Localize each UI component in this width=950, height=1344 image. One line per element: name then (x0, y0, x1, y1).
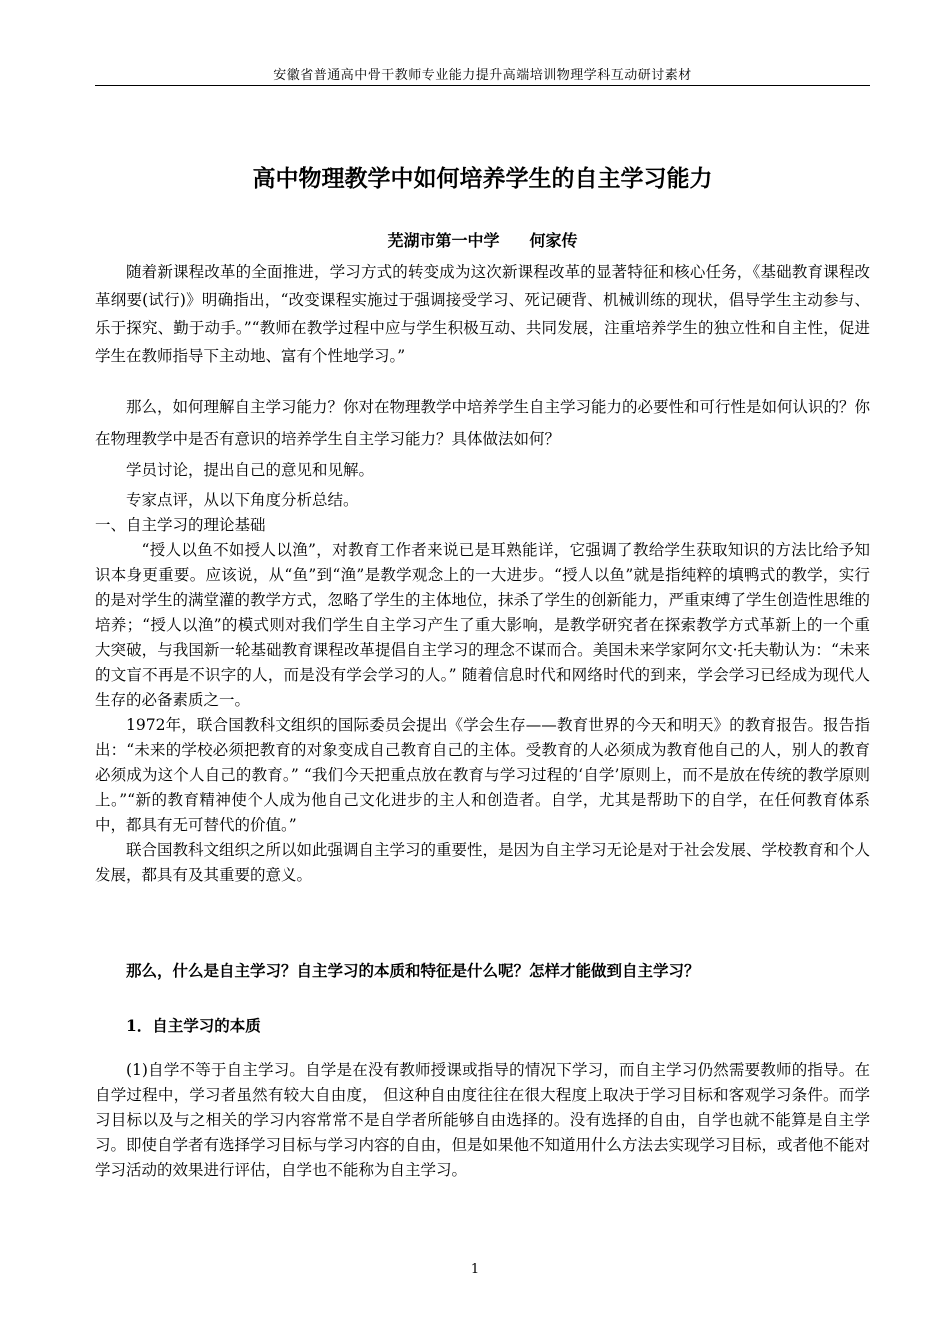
running-header: 安徽省普通高中骨干教师专业能力提升高端培训物理学科互动研讨素材 (273, 68, 692, 83)
page-title: 高中物理教学中如何培养学生的自主学习能力 (252, 165, 713, 192)
intro-block (95, 258, 870, 370)
paragraph-fish: “授人以鱼不如授人以渔”，对教育工作者来说已是耳熟能详，它强调了教给学生获取知识的方法比给予知识本身更重要。应该说，从“鱼”到“渔”是教学观念上的一大进步。“授人以鱼”就是指纯粹的填鸭式的教学，实行的是对学生的满堂灌的教学方式，忽略了学生的主体地位，抹杀了学生的创新能力，严重束缚了学生创造性思维的培养；“授人以渔”的模式则对我们学生自主学习产生了重大影响，是教学研究者在探索教学方式革新上的一个重大突破，与我国新一轮基础教育课程改革提倡自主学习的理念不谋而合。美国未来学家阿尔文·托夫勒认为：“未来的文盲不再是不识字的人，而是没有学会学习的人。” 随着信息时代和网络时代的到来，学会学习已经成为现代人生存的必备素质之一。 (95, 541, 871, 709)
bold-question-block (95, 957, 870, 985)
author-school: 芜湖市第一中学 (387, 231, 500, 250)
paragraph-point-1: (1)自学不等于自主学习。自学是在没有教师授课或指导的情况下学习，而自主学习仍然需要教师的指导。在自学过程中，学习者虽然有较大自由度， 但这种自由度往往在很大程度上取决于学习目标和客观学习条件。而学习目标以及与之相关的学习内容常常不是自学者所能够自由选择的。没有选择的自由，自学也就不能算是自主学习。即使自学者有选择学习目标与学习内容的自由，但是如果他不知道用什么方法去实现学习目标，或者他不能对学习活动的效果进行评估，自学也不能称为自主学习。 (95, 1061, 871, 1179)
paragraph-discuss: 学员讨论，提出自己的意见和见解。 (126, 461, 375, 479)
header-rule (95, 85, 870, 86)
bold-question: 那么，什么是自主学习？自主学习的本质和特征是什么呢？怎样才能做到自主学习？ (126, 961, 700, 980)
section1-block (95, 513, 870, 888)
paragraph-question: 那么，如何理解自主学习能力？你对在物理教学中培养学生自主学习能力的必要性和可行性是如何认识的？你在物理教学中是否有意识的培养学生自主学习能力？具体做法如何？ (95, 398, 871, 448)
question-block (95, 391, 870, 455)
subsection-block (95, 1012, 870, 1040)
paragraph-expert: 专家点评，从以下角度分析总结。 (126, 491, 359, 509)
author-name: 何家传 (529, 231, 578, 250)
paragraph-intro: 随着新课程改革的全面推进，学习方式的转变成为这次新课程改革的显著特征和核心任务，《基础教育课程改革纲要(试行)》明确指出，“改变课程实施过于强调接受学习、死记硬背、机械训练的现状，倡导学生主动参与、乐于探究、勤于动手。”“教师在教学过程中应与学生积极互动、共同发展，注重培养学生的独立性和自主性，促进学生在教师指导下主动地、富有个性地学习。” (95, 263, 870, 365)
point1-block (95, 1058, 870, 1183)
page-number: 1 (470, 1262, 480, 1277)
discuss-block (95, 455, 870, 515)
paragraph-unesco-why: 联合国教科文组织之所以如此强调自主学习的重要性，是因为自主学习无论是对于社会发展、学校教育和个人发展，都具有及其重要的意义。 (95, 841, 871, 884)
author-line (95, 228, 870, 251)
section-heading-1: 一、自主学习的理论基础 (95, 516, 266, 534)
subsection-heading-1: 1．自主学习的本质 (126, 1016, 261, 1035)
paragraph-unesco-1972: 1972年，联合国教科文组织的国际委员会提出《学会生存——教育世界的今天和明天》的教育报告。报告指出：“未来的学校必须把教育的对象变成自己教育自己的主体。受教育的人必须成为教育他自己的人，别人的教育必须成为这个人自己的教育。” “我们今天把重点放在教育与学习过程的‘自学’原则上，而不是放在传统的教学原则上。”“新的教育精神使个人成为他自己文化进步的主人和创造者。自学，尤其是帮助下的自学，在任何教育体系中，都具有无可替代的价值。” (95, 716, 870, 834)
